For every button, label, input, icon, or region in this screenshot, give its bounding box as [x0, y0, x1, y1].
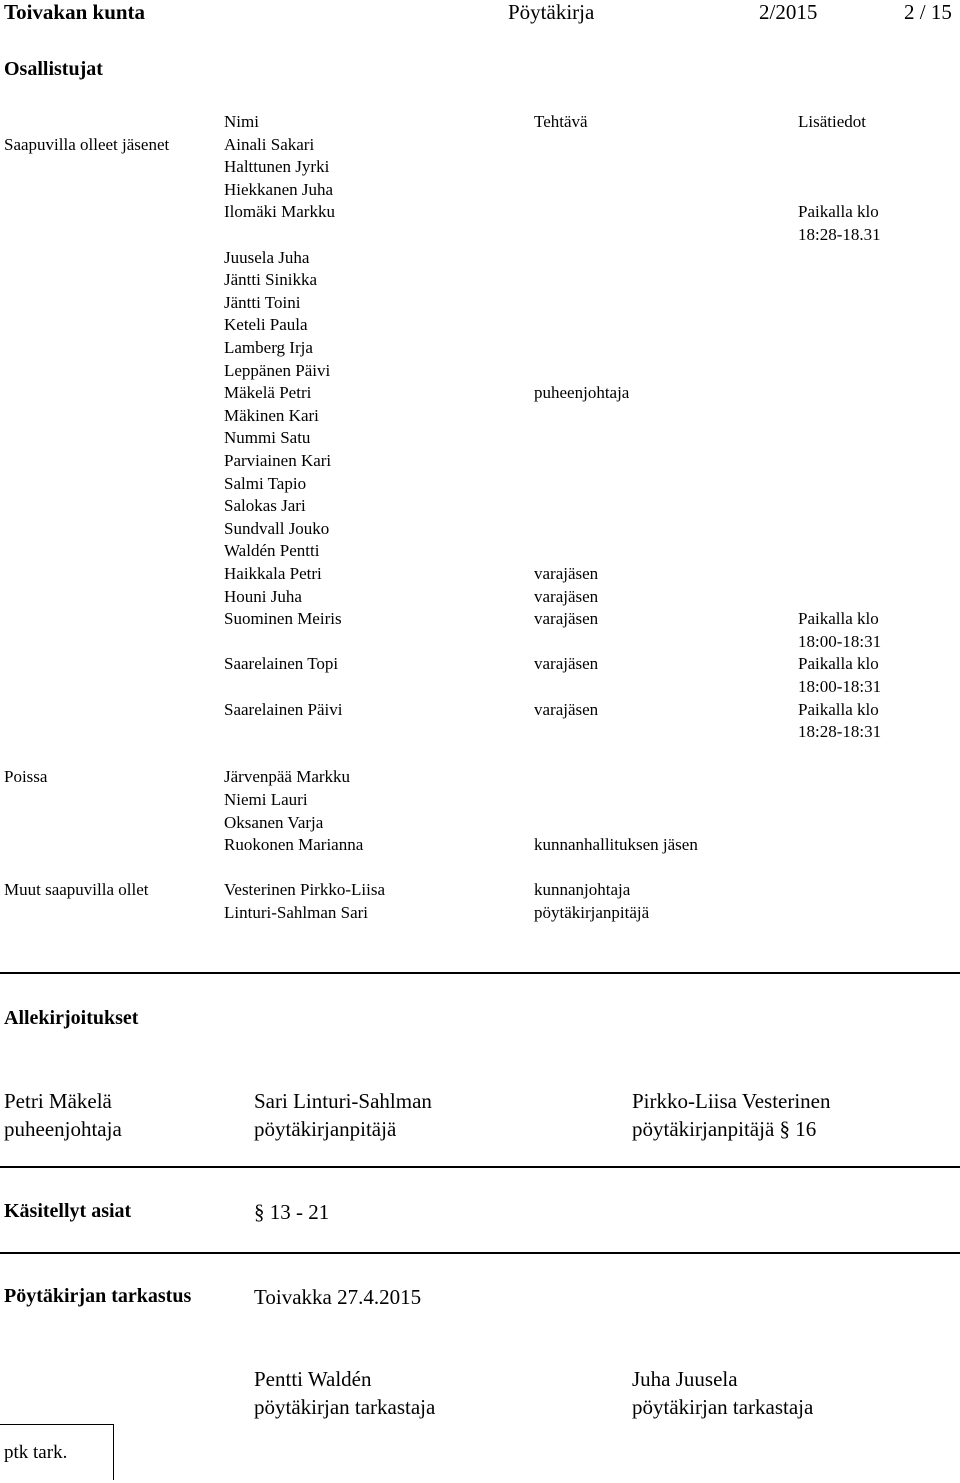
participant-row: [0, 179, 960, 202]
participant-group: Poissa: [4, 767, 48, 787]
participant-row: [0, 473, 960, 496]
participant-row: [0, 586, 960, 609]
participant-row: [0, 834, 960, 857]
participant-name: Linturi-Sahlman Sari: [224, 903, 369, 922]
participant-row: [0, 450, 960, 473]
participants-title: Osallistujat: [4, 58, 103, 80]
participant-name: Järvenpää Markku: [224, 767, 351, 787]
participant-info-time: 18:00-18:31: [798, 631, 882, 651]
review-label: Pöytäkirjan tarkastus: [4, 1285, 192, 1307]
participant-name: Leppänen Päivi: [224, 360, 331, 380]
participant-name: Lamberg Irja: [224, 338, 313, 357]
document-number: 2/2015: [759, 0, 818, 24]
column-header-name: Nimi: [224, 112, 259, 131]
participant-row: [0, 812, 960, 835]
participant-row: [0, 337, 960, 360]
handled-items-value: § 13 - 21: [254, 1200, 330, 1224]
participant-row-continuation: [0, 676, 960, 699]
participant-row: [0, 427, 960, 450]
participant-row: [0, 269, 960, 292]
review-place-date: Toivakka 27.4.2015: [254, 1285, 422, 1309]
participant-name: Houni Juha: [224, 586, 302, 606]
participant-name: Salokas Jari: [224, 496, 306, 516]
organization-name: Toivakan kunta: [4, 0, 146, 24]
column-header-info: Lisätiedot: [798, 112, 866, 131]
participant-info: Paikalla klo: [798, 654, 879, 674]
participant-row: [0, 134, 960, 157]
participant-name: Mäkelä Petri: [224, 383, 312, 403]
participant-info: Paikalla klo: [798, 699, 879, 719]
document-type: Pöytäkirja: [508, 0, 595, 24]
divider: [0, 1166, 960, 1168]
signer-role: pöytäkirjanpitäjä: [254, 1117, 397, 1141]
participant-name: Waldén Pentti: [224, 541, 320, 561]
participant-row: [0, 540, 960, 563]
participant-name: Niemi Lauri: [224, 790, 308, 809]
participant-row: [0, 789, 960, 812]
participant-row: [0, 495, 960, 518]
participant-row: [0, 879, 960, 902]
participant-group: Saapuvilla olleet jäsenet: [4, 134, 170, 154]
review-stamp-label: ptk tark.: [4, 1442, 68, 1463]
participant-row: [0, 360, 960, 383]
participant-name: Sundvall Jouko: [224, 518, 330, 538]
participant-name: Keteli Paula: [224, 315, 308, 335]
participant-name: Juusela Juha: [224, 247, 310, 267]
participant-role: varajäsen: [534, 586, 599, 606]
participant-role: puheenjohtaja: [534, 383, 630, 403]
column-header-role: Tehtävä: [534, 112, 588, 131]
participant-name: Salmi Tapio: [224, 473, 307, 493]
divider: [0, 1252, 960, 1254]
participant-row: [0, 608, 960, 631]
participant-row: [0, 699, 960, 722]
participant-role: varajäsen: [534, 564, 599, 583]
participant-role: kunnanjohtaja: [534, 880, 631, 900]
participant-group: Muut saapuvilla ollet: [4, 880, 149, 900]
participant-row-continuation: [0, 721, 960, 744]
participant-role: kunnanhallituksen jäsen: [534, 835, 698, 855]
participant-name: Saarelainen Topi: [224, 654, 339, 674]
reviewer-role: pöytäkirjan tarkastaja: [254, 1395, 436, 1419]
handled-items-label: Käsitellyt asiat: [4, 1200, 132, 1222]
signer-name: Petri Mäkelä: [4, 1089, 112, 1113]
participant-name: Hiekkanen Juha: [224, 179, 334, 199]
participant-row: [0, 247, 960, 270]
participant-role: varajäsen: [534, 699, 599, 719]
participant-name: Haikkala Petri: [224, 564, 322, 583]
participant-name: Ilomäki Markku: [224, 202, 335, 222]
reviewer-role: pöytäkirjan tarkastaja: [632, 1395, 814, 1419]
participant-row: [0, 201, 960, 224]
participant-role: varajäsen: [534, 609, 599, 629]
participant-info-time: 18:28-18:31: [798, 722, 882, 742]
participant-info-time: 18:28-18.31: [798, 225, 881, 244]
signer-name: Sari Linturi-Sahlman: [254, 1089, 432, 1113]
participant-row: [0, 766, 960, 789]
signatures-title: Allekirjoitukset: [4, 1007, 139, 1029]
participant-row: [0, 314, 960, 337]
participant-row: [0, 518, 960, 541]
participant-name: Parviainen Kari: [224, 451, 332, 470]
participant-role: varajäsen: [534, 654, 599, 674]
participant-role: pöytäkirjanpitäjä: [534, 903, 650, 922]
participant-name: Saarelainen Päivi: [224, 699, 343, 719]
review-stamp-box: [0, 1424, 114, 1480]
divider: [0, 972, 960, 974]
reviewer-name: Juha Juusela: [632, 1367, 738, 1391]
participant-info: Paikalla klo: [798, 609, 879, 629]
participant-name: Nummi Satu: [224, 428, 311, 448]
participant-row: [0, 902, 960, 925]
participant-row: [0, 292, 960, 315]
participant-name: Mäkinen Kari: [224, 405, 319, 425]
participant-row: [0, 563, 960, 586]
participant-name: Ainali Sakari: [224, 134, 315, 154]
participant-row-continuation: [0, 224, 960, 247]
participant-info: Paikalla klo: [798, 202, 879, 222]
participant-row: [0, 156, 960, 179]
participant-row: [0, 405, 960, 428]
participant-name: Suominen Meiris: [224, 609, 342, 629]
signer-name: Pirkko-Liisa Vesterinen: [632, 1089, 831, 1113]
participant-name: Ruokonen Marianna: [224, 835, 364, 855]
participant-row: [0, 382, 960, 405]
reviewer-name: Pentti Waldén: [254, 1367, 372, 1391]
participant-info-time: 18:00-18:31: [798, 677, 882, 696]
participant-name: Jäntti Toini: [224, 292, 301, 312]
page-number: 2 / 15: [904, 0, 952, 24]
participant-row: [0, 653, 960, 676]
signer-role: pöytäkirjanpitäjä § 16: [632, 1117, 817, 1141]
signer-role: puheenjohtaja: [4, 1117, 122, 1141]
participant-name: Vesterinen Pirkko-Liisa: [224, 880, 385, 900]
participant-row-continuation: [0, 631, 960, 654]
participant-name: Halttunen Jyrki: [224, 157, 330, 177]
participant-name: Oksanen Varja: [224, 812, 324, 832]
participant-name: Jäntti Sinikka: [224, 270, 318, 290]
